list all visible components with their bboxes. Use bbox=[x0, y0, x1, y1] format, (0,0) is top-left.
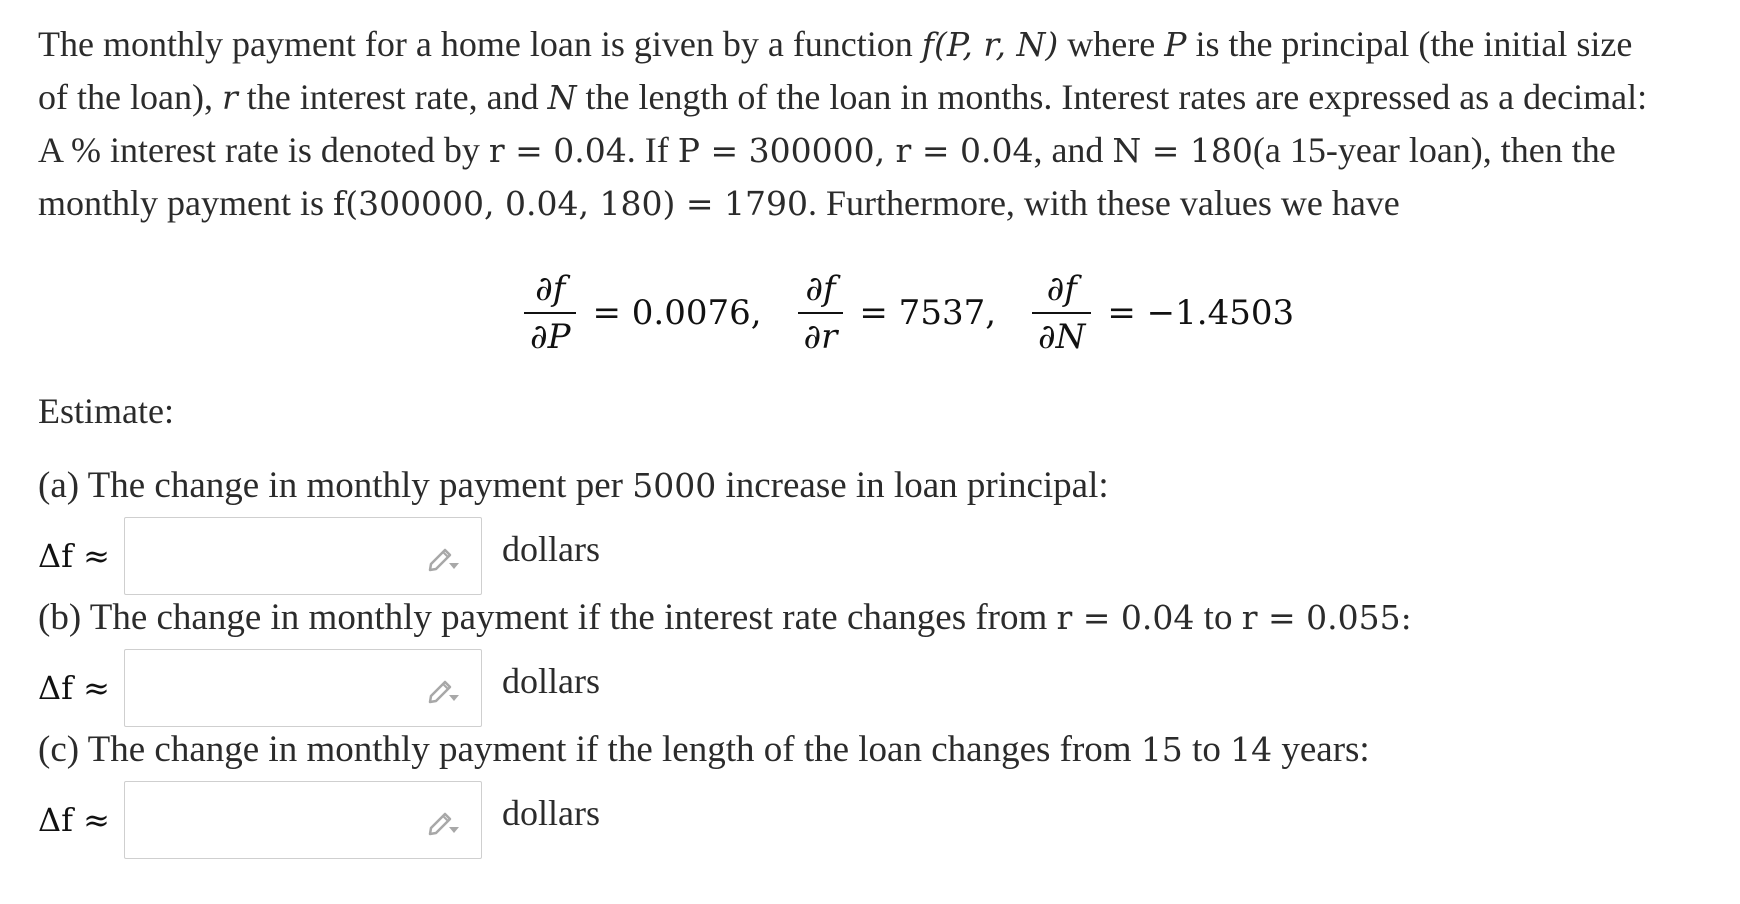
part-c-question: (c) The change in monthly payment if the length of the loan changes from 15 to 14 years: bbox=[38, 729, 1370, 770]
statement-line-1: The monthly payment for a home loan is given by a function f(P, r, N) where P is the principal (the initial size bbox=[38, 24, 1633, 64]
part-c-answer-input[interactable] bbox=[124, 781, 482, 859]
statement-line-2: of the loan), r the interest rate, and N the length of the loan in months. Interest rates are expressed as a decimal: bbox=[38, 77, 1648, 117]
statement-line-4: monthly payment is f(300000, 0.04, 180) = 1790. Furthermore, with these values we have bbox=[38, 183, 1400, 223]
part-c-answer-row bbox=[38, 780, 600, 860]
partial-fraction-r: $\frac{\partial f}{\partial r}$ bbox=[798, 269, 844, 357]
delta-f-approx: Δf ≈ bbox=[38, 537, 110, 575]
part-a-question: (a) The change in monthly payment per 5000 increase in loan principal: bbox=[38, 465, 1109, 506]
partial-fraction-N: $\frac{\partial f}{\partial N}$ bbox=[1032, 269, 1091, 357]
problem-page bbox=[38, 18, 1708, 839]
estimate-heading: Estimate: bbox=[38, 391, 174, 431]
unit-label: dollars bbox=[502, 661, 600, 701]
unit-label: dollars bbox=[502, 793, 600, 833]
partial-value-r: = 7537, bbox=[859, 293, 997, 333]
partial-fraction-P: $\frac{\partial f}{\partial P}$ bbox=[524, 269, 576, 357]
delta-f-approx: Δf ≈ bbox=[38, 801, 110, 839]
partial-value-P: = 0.0076, bbox=[592, 293, 762, 333]
part-b-answer-input[interactable] bbox=[124, 649, 482, 727]
part-a-answer-row bbox=[38, 516, 600, 596]
statement-line-3: A % interest rate is denoted by r = 0.04. If P = 300000, r = 0.04, and N = 180(a 15-year loan), then the bbox=[38, 130, 1616, 170]
part-b-answer-row bbox=[38, 648, 600, 728]
unit-label: dollars bbox=[502, 529, 600, 569]
function-notation: f(P, r, N) bbox=[921, 25, 1059, 64]
partial-derivatives-equation bbox=[518, 258, 1324, 368]
part-a-answer-input[interactable] bbox=[124, 517, 482, 595]
partial-value-N: = −1.4503 bbox=[1107, 293, 1295, 333]
pencil-icon[interactable] bbox=[427, 676, 461, 704]
problem-statement bbox=[38, 18, 1708, 230]
pencil-icon[interactable] bbox=[427, 544, 461, 572]
part-b-question: (b) The change in monthly payment if the interest rate changes from r = 0.04 to r = 0.055: bbox=[38, 597, 1412, 638]
delta-f-approx: Δf ≈ bbox=[38, 669, 110, 707]
pencil-icon[interactable] bbox=[427, 808, 461, 836]
